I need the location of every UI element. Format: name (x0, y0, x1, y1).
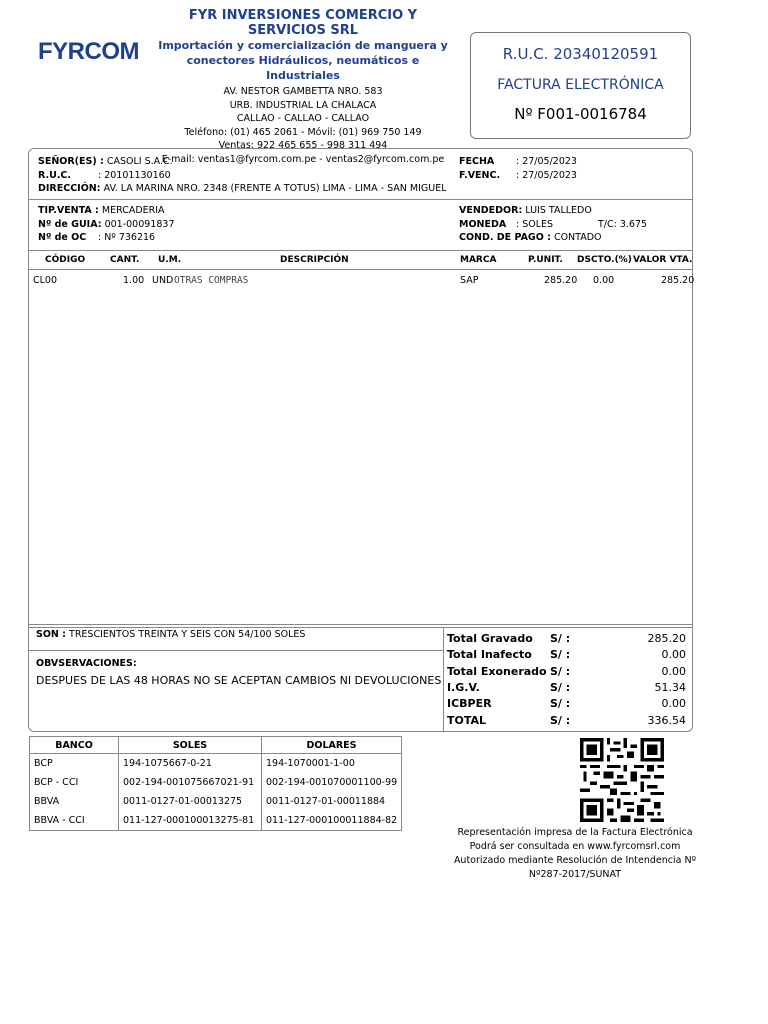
tagline-2: conectores Hidráulicos, neumáticos e Industriales (186, 54, 420, 82)
cell-dscto: 0.00 (593, 275, 615, 286)
col-codigo: CÓDIGO (45, 255, 86, 265)
bank-dolares: 0011-0127-01-00011884 (266, 796, 386, 807)
divider (28, 624, 693, 625)
bank-soles: 011-127-000100013275-81 (119, 811, 262, 831)
legal-note (440, 826, 710, 882)
total-inafecto-label: Total Inafecto (447, 648, 532, 661)
legal-line-4: Nº287-2017/SUNAT (528, 869, 622, 880)
total-gravado-value: 285.20 (647, 632, 686, 645)
sales-line: Ventas: 922 465 655 - 998 311 494 (218, 140, 388, 151)
fecha-label: FECHA (459, 156, 495, 167)
divider (28, 199, 693, 200)
document-type: FACTURA ELECTRÓNICA (497, 77, 664, 93)
currency-label: S/ : (550, 697, 571, 710)
bank-name: BCP - CCI (30, 773, 119, 792)
obs-label: OBVSERVACIONES: (36, 658, 137, 669)
bank-header-dolares: DOLARES (262, 737, 402, 754)
table-row (30, 811, 402, 831)
total-exonerado-label: Total Exonerado (447, 665, 547, 678)
company-logo: FYRCOM (38, 38, 139, 65)
bank-name: BCP (30, 754, 119, 774)
bank-soles: 0011-0127-01-00013275 (119, 792, 262, 811)
bank-dolares: 011-127-000100011884-82 (266, 815, 398, 826)
obs-text: DESPUES DE LAS 48 HORAS NO SE ACEPTAN CAMBIOS NI DEVOLUCIONES (36, 674, 442, 687)
address-label: DIRECCIÓN: (38, 183, 101, 194)
cell-valor: 285.20 (661, 275, 695, 286)
client-address: AV. LA MARINA NRO. 2348 (FRENTE A TOTUS) LIMA - LIMA - SAN MIGUEL (103, 183, 447, 194)
icbper-value: 0.00 (661, 697, 686, 710)
company-info (148, 8, 458, 166)
email-line: E-mail: ventas1@fyrcom.com.pe - ventas2@fyrcom.com.pe (161, 153, 445, 165)
col-dscto: DSCTO.(%) (577, 255, 632, 265)
invoice-number: Nº F001-0016784 (514, 105, 647, 123)
divider (28, 650, 443, 651)
bank-name: BBVA - CCI (30, 811, 119, 831)
moneda-label: MONEDA (459, 219, 507, 230)
bank-dolares: 194-1070001-1-00 (266, 758, 355, 769)
cell-um: UND (152, 275, 174, 286)
total-value: 336.54 (647, 714, 686, 727)
table-row (30, 754, 402, 774)
total-gravado-label: Total Gravado (447, 632, 533, 645)
vendedor-value: LUIS TALLEDO (525, 205, 592, 216)
oc-value: : Nº 736216 (98, 232, 156, 243)
guia-value: 001-00091837 (104, 219, 175, 230)
bank-header-soles: SOLES (119, 737, 262, 754)
divider (28, 269, 693, 270)
tipventa-value: MERCADERIA (101, 205, 165, 216)
phone-line: Teléfono: (01) 465 2061 - Móvil: (01) 969 750 149 (184, 126, 422, 138)
bank-dolares: 002-194-001070001100-99 (266, 777, 398, 788)
address-2: URB. INDUSTRIAL LA CHALACA (229, 99, 377, 111)
ruc-box (470, 32, 691, 139)
senor-label: SEÑOR(ES) : (38, 156, 104, 167)
cell-punit: 285.20 (544, 275, 578, 286)
col-um: U.M. (158, 255, 182, 265)
fvenc-value: : 27/05/2023 (516, 170, 577, 181)
amount-in-words: TRESCIENTOS TREINTA Y SEIS CON 54/100 SOLES (69, 629, 306, 640)
client-name: CASOLI S.A.C. (106, 156, 173, 167)
currency-label: S/ : (550, 714, 571, 727)
col-marca: MARCA (460, 255, 497, 265)
son-label: SON : (36, 629, 66, 640)
currency-label: S/ : (550, 681, 571, 694)
divider (28, 627, 693, 628)
bank-soles: 002-194-001075667021-91 (119, 773, 262, 792)
tagline-1: Importación y comercialización de manguera y (158, 39, 448, 52)
exchange-rate: T/C: 3.675 (598, 219, 648, 230)
address-1: AV. NESTOR GAMBETTA NRO. 583 (223, 86, 383, 97)
total-label: TOTAL (447, 714, 487, 727)
igv-value: 51.34 (654, 681, 686, 694)
fvenc-label: F.VENC. (459, 170, 501, 181)
currency-label: S/ : (550, 632, 571, 645)
currency-label: S/ : (550, 665, 571, 678)
cell-cant: 1.00 (123, 275, 145, 286)
oc-label: Nº de OC (38, 232, 87, 243)
cell-marca: SAP (460, 275, 479, 286)
bank-soles: 194-1075667-0-21 (119, 754, 262, 774)
pago-value: CONTADO (553, 232, 602, 243)
legal-line-1: Representación impresa de la Factura Electrónica (457, 827, 693, 838)
address-3: CALLAO - CALLAO - CALLAO (236, 113, 370, 124)
icbper-label: ICBPER (447, 697, 492, 710)
cell-descripcion: OTRAS COMPRAS (174, 275, 249, 286)
table-row (30, 773, 402, 792)
currency-label: S/ : (550, 648, 571, 661)
tipventa-label: TIP.VENTA : (38, 205, 99, 216)
col-cant: CANT. (110, 255, 140, 265)
bank-accounts-table (29, 736, 402, 831)
qr-code-icon (580, 738, 664, 822)
total-exonerado-value: 0.00 (661, 665, 686, 678)
ruc-number: R.U.C. 20340120591 (502, 45, 659, 63)
ruc-label: R.U.C. (38, 170, 72, 181)
col-punit: P.UNIT. (528, 255, 563, 265)
table-row (30, 792, 402, 811)
bank-header-banco: BANCO (30, 737, 119, 754)
legal-line-3: Autorizado mediante Resolución de Intendencia Nº (453, 855, 697, 866)
fecha-value: : 27/05/2023 (516, 156, 577, 167)
bank-name: BBVA (30, 792, 119, 811)
total-inafecto-value: 0.00 (661, 648, 686, 661)
divider (443, 627, 444, 732)
divider (28, 250, 693, 251)
col-descripcion: DESCRIPCIÓN (280, 255, 349, 265)
vendedor-label: VENDEDOR: (459, 205, 523, 216)
guia-label: Nº de GUIA: (38, 219, 102, 230)
company-name: FYR INVERSIONES COMERCIO Y SERVICIOS SRL (188, 8, 418, 38)
client-ruc: : 20101130160 (98, 170, 171, 181)
cell-codigo: CL00 (33, 275, 58, 286)
igv-label: I.G.V. (447, 681, 480, 694)
moneda-value: : SOLES (516, 219, 554, 230)
col-valor: VALOR VTA. (633, 255, 693, 265)
legal-line-2: Podrá ser consultada en www.fyrcomsrl.com (469, 841, 681, 852)
pago-label: COND. DE PAGO : (459, 232, 551, 243)
